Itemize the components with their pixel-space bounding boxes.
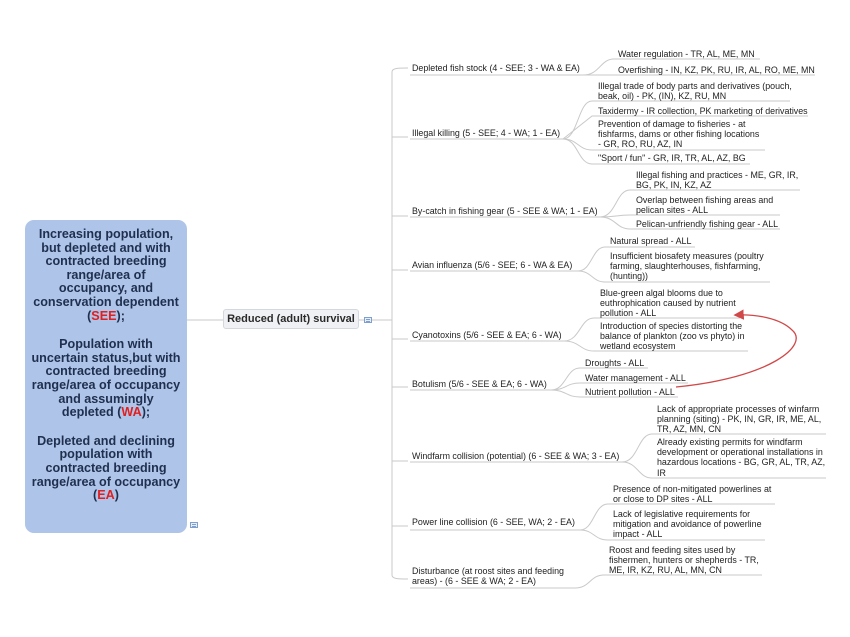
see-highlight: SEE — [91, 308, 117, 323]
root-node[interactable] — [25, 220, 187, 533]
subtopic-windfarm-planning[interactable]: Lack of appropriate processes of winfarm planning (siting) - PK, IN, GR, IR, ME, AL, TR, AZ, MN, CN — [657, 404, 822, 435]
category-depleted-fish-stock[interactable]: Depleted fish stock (4 - SEE; 3 - WA & EA) — [412, 63, 580, 73]
category-windfarm-collision[interactable]: Windfarm collision (potential) (6 - SEE & WA; 3 - EA) — [412, 451, 620, 461]
subtopic-illegal-fishing[interactable]: Illegal fishing and practices - ME, GR, IR, BG, PK, IN, KZ, AZ — [636, 170, 799, 191]
subtopic-nutrient-pollution[interactable]: Nutrient pollution - ALL — [585, 387, 675, 397]
category-illegal-killing[interactable]: Illegal killing (5 - SEE; 4 - WA; 1 - EA) — [412, 128, 561, 138]
subtopic-sport-fun[interactable]: "Sport / fun" - GR, IR, TR, AL, AZ, BG — [598, 153, 746, 163]
subtopic-droughts[interactable]: Droughts - ALL — [585, 358, 645, 368]
subtopic-illegal-trade[interactable]: Illegal trade of body parts and derivatives (pouch, beak, oil) - PK, (IN), KZ, RU, MN — [598, 81, 792, 102]
subtopic-taxidermy[interactable]: Taxidermy - IR collection, PK marketing of derivatives — [598, 106, 808, 116]
subtopic-natural-spread[interactable]: Natural spread - ALL — [610, 236, 692, 246]
subtopic-overfishing[interactable]: Overfishing - IN, KZ, PK, RU, IR, AL, RO, ME, MN — [618, 65, 815, 75]
center-node[interactable]: Reduced (adult) survival — [223, 309, 359, 329]
root-paragraph-see: Increasing population, but depleted and with contracted breeding range/area of occupancy, and conservation dependent (SEE); — [33, 227, 179, 323]
ea-highlight: EA — [97, 488, 115, 503]
subtopic-plankton-balance[interactable]: Introduction of species distorting the balance of plankton (zoo vs phyto) in wetland ecosystem — [600, 321, 745, 352]
category-disturbance[interactable]: Disturbance (at roost sites and feeding areas) - (6 - SEE & WA; 2 - EA) — [412, 566, 564, 587]
notes-icon[interactable] — [190, 522, 198, 528]
category-avian-influenza[interactable]: Avian influenza (5/6 - SEE; 6 - WA & EA) — [412, 260, 573, 270]
subtopic-unfriendly-gear[interactable]: Pelican-unfriendly fishing gear - ALL — [636, 219, 779, 229]
subtopic-algal-blooms[interactable]: Blue-green algal blooms due to euthrophication caused by nutrient pollution - ALL — [600, 288, 736, 319]
subtopic-prevention-damage[interactable]: Prevention of damage to fisheries - at fishfarms, dams or other fishing locations - GR, RO, RU, AZ, IN — [598, 119, 760, 150]
subtopic-roost-feeding-sites[interactable]: Roost and feeding sites used by fishermen, hunters or shepherds - TR, ME, IR, KZ, RU, AL, MN, CN — [609, 545, 759, 576]
root-paragraph-wa: Population with uncertain status,but with contracted breeding range/area of occupancy and assumingly depleted (WA); — [31, 337, 181, 420]
category-cyanotoxins[interactable]: Cyanotoxins (5/6 - SEE & EA; 6 - WA) — [412, 330, 562, 340]
subtopic-biosafety[interactable]: Insufficient biosafety measures (poultry farming, slaughterhouses, fishfarming, (hunting)) — [610, 251, 764, 282]
subtopic-legislative-requirements[interactable]: Lack of legislative requirements for mitigation and avoidance of powerline impact - ALL — [613, 509, 762, 540]
subtopic-overlap-fishing-areas[interactable]: Overlap between fishing areas and pelican sites - ALL — [636, 195, 774, 216]
notes-icon[interactable] — [364, 317, 372, 323]
wa-highlight: WA — [121, 405, 142, 420]
category-botulism[interactable]: Botulism (5/6 - SEE & EA; 6 - WA) — [412, 379, 547, 389]
subtopic-water-management[interactable]: Water management - ALL — [585, 373, 686, 383]
subtopic-non-mitigated-powerlines[interactable]: Presence of non-mitigated powerlines at or close to DP sites - ALL — [613, 484, 772, 505]
root-paragraph-ea: Depleted and declining population with contracted breeding range/area of occupancy (EA) — [31, 433, 181, 503]
subtopic-existing-permits[interactable]: Already existing permits for windfarm development or operational installations in hazardous locations - BG, GR, AL, TR, AZ, IR — [657, 437, 826, 478]
category-power-line-collision[interactable]: Power line collision (6 - SEE, WA; 2 - EA) — [412, 517, 575, 527]
subtopic-water-regulation[interactable]: Water regulation - TR, AL, ME, MN — [618, 49, 755, 59]
category-by-catch[interactable]: By-catch in fishing gear (5 - SEE & WA; 1 - EA) — [412, 206, 598, 216]
